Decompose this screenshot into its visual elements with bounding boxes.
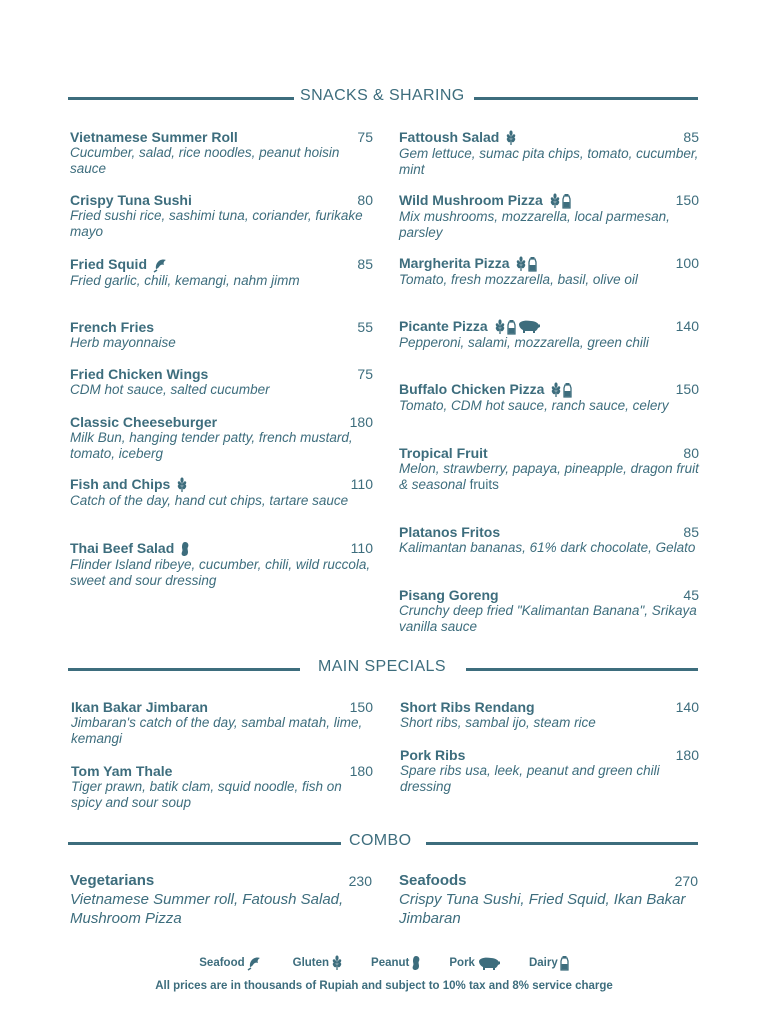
menu-item-description: Jimbaran's catch of the day, sambal matah, lime, kemangi	[71, 715, 363, 746]
menu-item-description: Catch of the day, hand cut chips, tartare sauce	[70, 493, 349, 509]
menu-item-description: Cucumber, salad, rice noodles, peanut hoisin sauce	[70, 145, 340, 176]
menu-item-name: Pork Ribs	[400, 747, 466, 763]
menu-item-description: CDM hot sauce, salted cucumber	[70, 382, 270, 397]
menu-item-name: Picante Pizza	[399, 318, 699, 335]
section-title-main: MAIN SPECIALS	[318, 658, 446, 675]
menu-item-description: Spare ribs usa, leek, peanut and green chili dressing	[400, 763, 660, 794]
gluten-icon	[494, 319, 506, 335]
allergen-icons	[180, 541, 191, 557]
menu-item-description: Crunchy deep fried "Kalimantan Banana", Srikaya vanilla sauce	[399, 603, 697, 634]
section-header-combo	[68, 833, 698, 853]
menu-item-name: Fried Chicken Wings	[70, 366, 209, 382]
gluten-icon	[549, 193, 561, 209]
menu-item	[399, 255, 699, 288]
menu-item-price: 85	[683, 129, 699, 145]
menu-item	[399, 524, 699, 556]
price-footnote: All prices are in thousands of Rupiah and subject to 10% tax and 8% service charge	[155, 980, 613, 992]
gluten-icon	[176, 477, 188, 493]
menu-item-price: 75	[357, 366, 373, 382]
allergen-icons	[153, 257, 172, 273]
menu-item-name: Wild Mushroom Pizza	[399, 192, 699, 209]
menu-item-price: 140	[675, 318, 699, 334]
menu-item-name: Vegetarians	[70, 872, 155, 889]
menu-item	[71, 763, 373, 811]
dairy-icon	[507, 319, 516, 335]
menu-item-price: 75	[357, 129, 373, 145]
pork-icon	[517, 319, 541, 335]
menu-item-name: Vietnamese Summer Roll	[70, 129, 238, 145]
menu-item	[399, 872, 698, 928]
peanut-icon	[180, 541, 190, 557]
legend-item-peanut: Peanut	[371, 955, 421, 971]
menu-item-name: Seafoods	[399, 872, 467, 889]
menu-item-description: Flinder Island ribeye, cucumber, chili, wild ruccola, sweet and sour dressing	[70, 557, 371, 589]
allergen-icons	[515, 256, 538, 272]
section-title-combo: COMBO	[349, 832, 412, 849]
menu-item	[70, 540, 373, 589]
menu-item-name: Pisang Goreng	[399, 587, 499, 603]
allergen-icons	[505, 130, 518, 146]
section-title-snacks: SNACKS & SHARING	[300, 87, 465, 104]
menu-item	[70, 192, 373, 240]
menu-item	[399, 318, 699, 351]
peanut-icon	[409, 957, 421, 969]
menu-item-description: Herb mayonnaise	[70, 335, 176, 350]
menu-item-price: 140	[675, 699, 699, 715]
menu-item-name: Thai Beef Salad	[70, 540, 373, 557]
allergen-icons	[549, 193, 572, 209]
gluten-icon	[550, 382, 562, 398]
menu-item-price: 150	[675, 192, 699, 208]
menu-item-name: Short Ribs Rendang	[400, 699, 535, 715]
menu-item	[70, 414, 373, 462]
section-header-main	[68, 659, 698, 679]
menu-item	[70, 872, 372, 928]
menu-item-name: Tropical Fruit	[399, 445, 488, 461]
menu-item-description: Fried sushi rice, sashimi tuna, coriander, furikake mayo	[70, 208, 363, 239]
menu-item-name: Classic Cheeseburger	[70, 414, 218, 430]
legend-item-dairy: Dairy	[529, 955, 569, 971]
menu-item-description: Tiger prawn, batik clam, squid noodle, fish on spicy and sour soup	[71, 779, 342, 810]
menu-item-name: Tom Yam Thale	[71, 763, 173, 779]
menu-item-price: 180	[349, 414, 373, 430]
gluten-icon	[505, 130, 517, 146]
menu-item	[70, 366, 373, 398]
menu-item-price: 85	[683, 524, 699, 540]
section-header-snacks	[68, 88, 698, 108]
allergen-icons	[176, 477, 189, 493]
pork-icon	[475, 957, 501, 969]
legend-item-pork: Pork	[449, 956, 501, 970]
menu-item	[70, 476, 373, 509]
menu-item	[399, 129, 699, 178]
menu-item-price: 55	[357, 319, 373, 335]
legend-item-seafood: Seafood	[199, 955, 264, 971]
menu-item-price: 180	[349, 763, 373, 779]
menu-item-name: Fish and Chips	[70, 476, 373, 493]
menu-item-description: Short ribs, sambal ijo, steam rice	[400, 715, 596, 730]
dairy-icon	[528, 256, 537, 272]
menu-item	[400, 699, 699, 731]
menu-item-name: Platanos Fritos	[399, 524, 501, 540]
seafood-icon	[245, 957, 265, 969]
menu-item	[70, 319, 373, 351]
menu-item	[399, 192, 699, 241]
menu-item	[71, 699, 373, 747]
menu-item-price: 80	[357, 192, 373, 208]
menu-item-price: 230	[348, 873, 372, 889]
menu-item-price: 80	[683, 445, 699, 461]
menu-item-price: 180	[675, 747, 699, 763]
menu-item	[400, 747, 699, 795]
allergen-legend	[0, 955, 768, 971]
menu-item-price: 85	[357, 256, 373, 272]
menu-item-price: 110	[350, 540, 373, 556]
allergen-icons	[550, 382, 573, 398]
menu-item-description: Pepperoni, salami, mozzarella, green chili	[399, 335, 649, 351]
menu-item-price: 270	[674, 873, 698, 889]
menu-item-price: 110	[350, 476, 373, 492]
menu-item-description: Tomato, fresh mozzarella, basil, olive oil	[399, 272, 638, 288]
menu-item-description: Fried garlic, chili, kemangi, nahm jimm	[70, 273, 300, 289]
seafood-icon	[153, 257, 171, 273]
menu-item-name: Fried Squid	[70, 256, 373, 273]
gluten-icon	[329, 957, 343, 969]
menu-item-description: Mix mushrooms, mozzarella, local parmesan, parsley	[399, 209, 670, 241]
legend-item-gluten: Gluten	[293, 955, 343, 971]
menu-item-price: 100	[675, 255, 699, 271]
menu-item-description: Tomato, CDM hot sauce, ranch sauce, celery	[399, 398, 669, 414]
menu-item-description: Melon, strawberry, papaya, pineapple, dragon fruit & seasonal fruits	[399, 461, 699, 492]
menu-item	[399, 445, 699, 493]
menu-item	[399, 587, 699, 635]
dairy-icon	[563, 382, 572, 398]
dairy-icon	[558, 957, 569, 969]
menu-item-name: French Fries	[70, 319, 155, 335]
menu-item-description: Vietnamese Summer roll, Fatoush Salad, Mushroom Pizza	[70, 891, 344, 927]
menu-item-price: 150	[349, 699, 373, 715]
dairy-icon	[562, 193, 571, 209]
menu-item-description: Crispy Tuna Sushi, Fried Squid, Ikan Bakar Jimbaran	[399, 891, 686, 927]
gluten-icon	[515, 256, 527, 272]
menu-item	[70, 256, 373, 289]
menu-item	[399, 381, 699, 414]
menu-item-price: 45	[683, 587, 699, 603]
menu-item-name: Ikan Bakar Jimbaran	[71, 699, 208, 715]
menu-item	[70, 129, 373, 177]
allergen-icons	[494, 319, 542, 335]
menu-item-name: Buffalo Chicken Pizza	[399, 381, 699, 398]
menu-item-price: 150	[675, 381, 699, 397]
menu-item-description: Milk Bun, hanging tender patty, french mustard, tomato, iceberg	[70, 430, 353, 461]
menu-item-name: Fattoush Salad	[399, 129, 699, 146]
menu-item-name: Crispy Tuna Sushi	[70, 192, 192, 208]
menu-item-description: Kalimantan bananas, 61% dark chocolate, Gelato	[399, 540, 696, 555]
menu-item-name: Margherita Pizza	[399, 255, 699, 272]
menu-item-description: Gem lettuce, sumac pita chips, tomato, cucumber, mint	[399, 146, 699, 178]
